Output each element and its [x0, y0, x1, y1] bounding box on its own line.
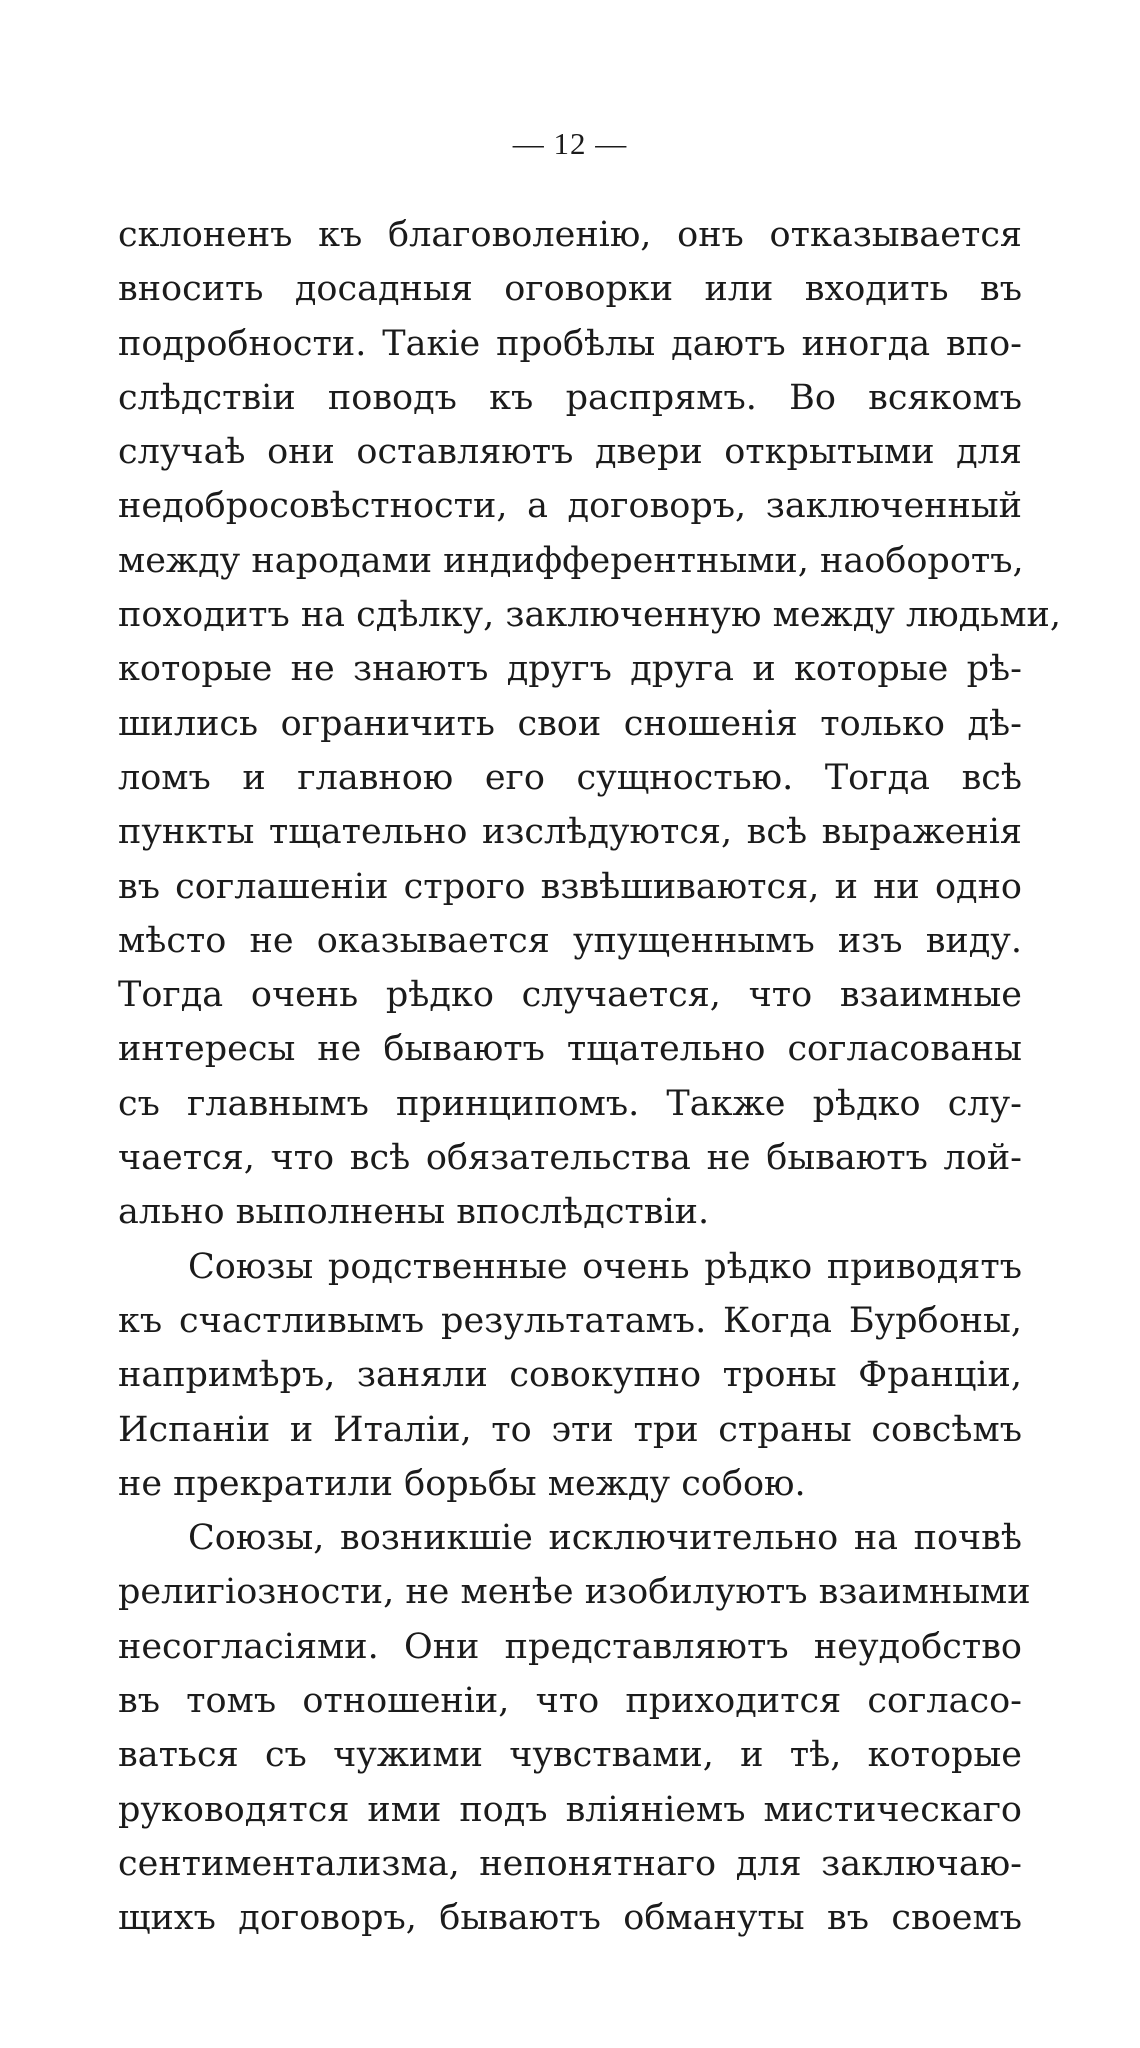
text-line: склоненъ къ благоволенію, онъ отказывается	[118, 215, 1022, 255]
text-line: ваться съ чужими чувствами, и тѣ, которые	[118, 1735, 1022, 1776]
text-line: руководятся ими подъ вліяніемъ мистическаго	[118, 1789, 1022, 1830]
text-line: подробности. Такіе пробѣлы даютъ иногда впо-	[118, 323, 1022, 364]
text-line: случаѣ они оставляютъ двери открытыми для	[118, 432, 1022, 473]
text-line: сентиментализма, непонятнаго для заключаю-	[118, 1843, 1022, 1884]
text-line: религіозности, не менѣе изобилуютъ взаимными	[118, 1572, 1031, 1613]
text-line: въ соглашеніи строго взвѣшиваются, и ни одно	[118, 866, 1022, 907]
text-line: слѣдствіи поводъ къ распрямъ. Во всякомъ	[118, 377, 1022, 418]
text-line: Тогда очень рѣдко случается, что взаимные	[118, 975, 1022, 1016]
body-text	[118, 208, 1062, 1946]
text-line: недобросовѣстности, а договоръ, заключенный	[118, 486, 1022, 527]
paragraph	[118, 1511, 1031, 1945]
text-line: въ томъ отношеніи, что приходится согласо-	[118, 1681, 1022, 1722]
text-line: ломъ и главною его сущностью. Тогда всѣ	[118, 757, 1022, 798]
text-line: чается, что всѣ обязательства не бываютъ лой-	[118, 1138, 1022, 1179]
text-line: Союзы, возникшіе исключительно на почвѣ	[188, 1518, 1022, 1559]
text-line: мѣсто не оказывается упущеннымъ изъ виду.	[118, 920, 1022, 961]
text-line: къ счастливымъ результатамъ. Когда Бурбоны,	[118, 1300, 1022, 1341]
text-line: напримѣръ, заняли совокупно троны Франціи,	[118, 1355, 1022, 1396]
text-line: которые не знаютъ другъ друга и которые рѣ-	[118, 649, 1022, 690]
text-line: интересы не бываютъ тщательно согласованы	[118, 1029, 1022, 1070]
paragraph	[118, 1240, 1022, 1511]
paragraph	[118, 208, 1062, 1240]
text-line: шились ограничить свои сношенія только дѣ-	[118, 703, 1022, 744]
text-line: Союзы родственные очень рѣдко приводятъ	[188, 1246, 1022, 1287]
text-line: ально выполнены впослѣдствіи.	[118, 1192, 710, 1233]
text-line: щихъ договоръ, бываютъ обмануты въ своемъ	[118, 1898, 1022, 1939]
text-line: несогласіями. Они представляютъ неудобство	[118, 1626, 1022, 1667]
text-line: пункты тщательно изслѣдуются, всѣ выраженія	[118, 812, 1022, 853]
text-line: между народами индифферентными, наоборотъ,	[118, 540, 1024, 581]
text-line: не прекратили борьбы между собою.	[118, 1463, 806, 1504]
text-line: походитъ на сдѣлку, заключенную между людьми,	[118, 595, 1062, 636]
text-line: вносить досадныя оговорки или входить въ	[118, 269, 1022, 310]
page-number: — 12 —	[512, 126, 628, 161]
text-line: Испаніи и Италіи, то эти три страны совсѣмъ	[118, 1409, 1022, 1450]
text-line: съ главнымъ принципомъ. Также рѣдко слу-	[118, 1083, 1022, 1124]
